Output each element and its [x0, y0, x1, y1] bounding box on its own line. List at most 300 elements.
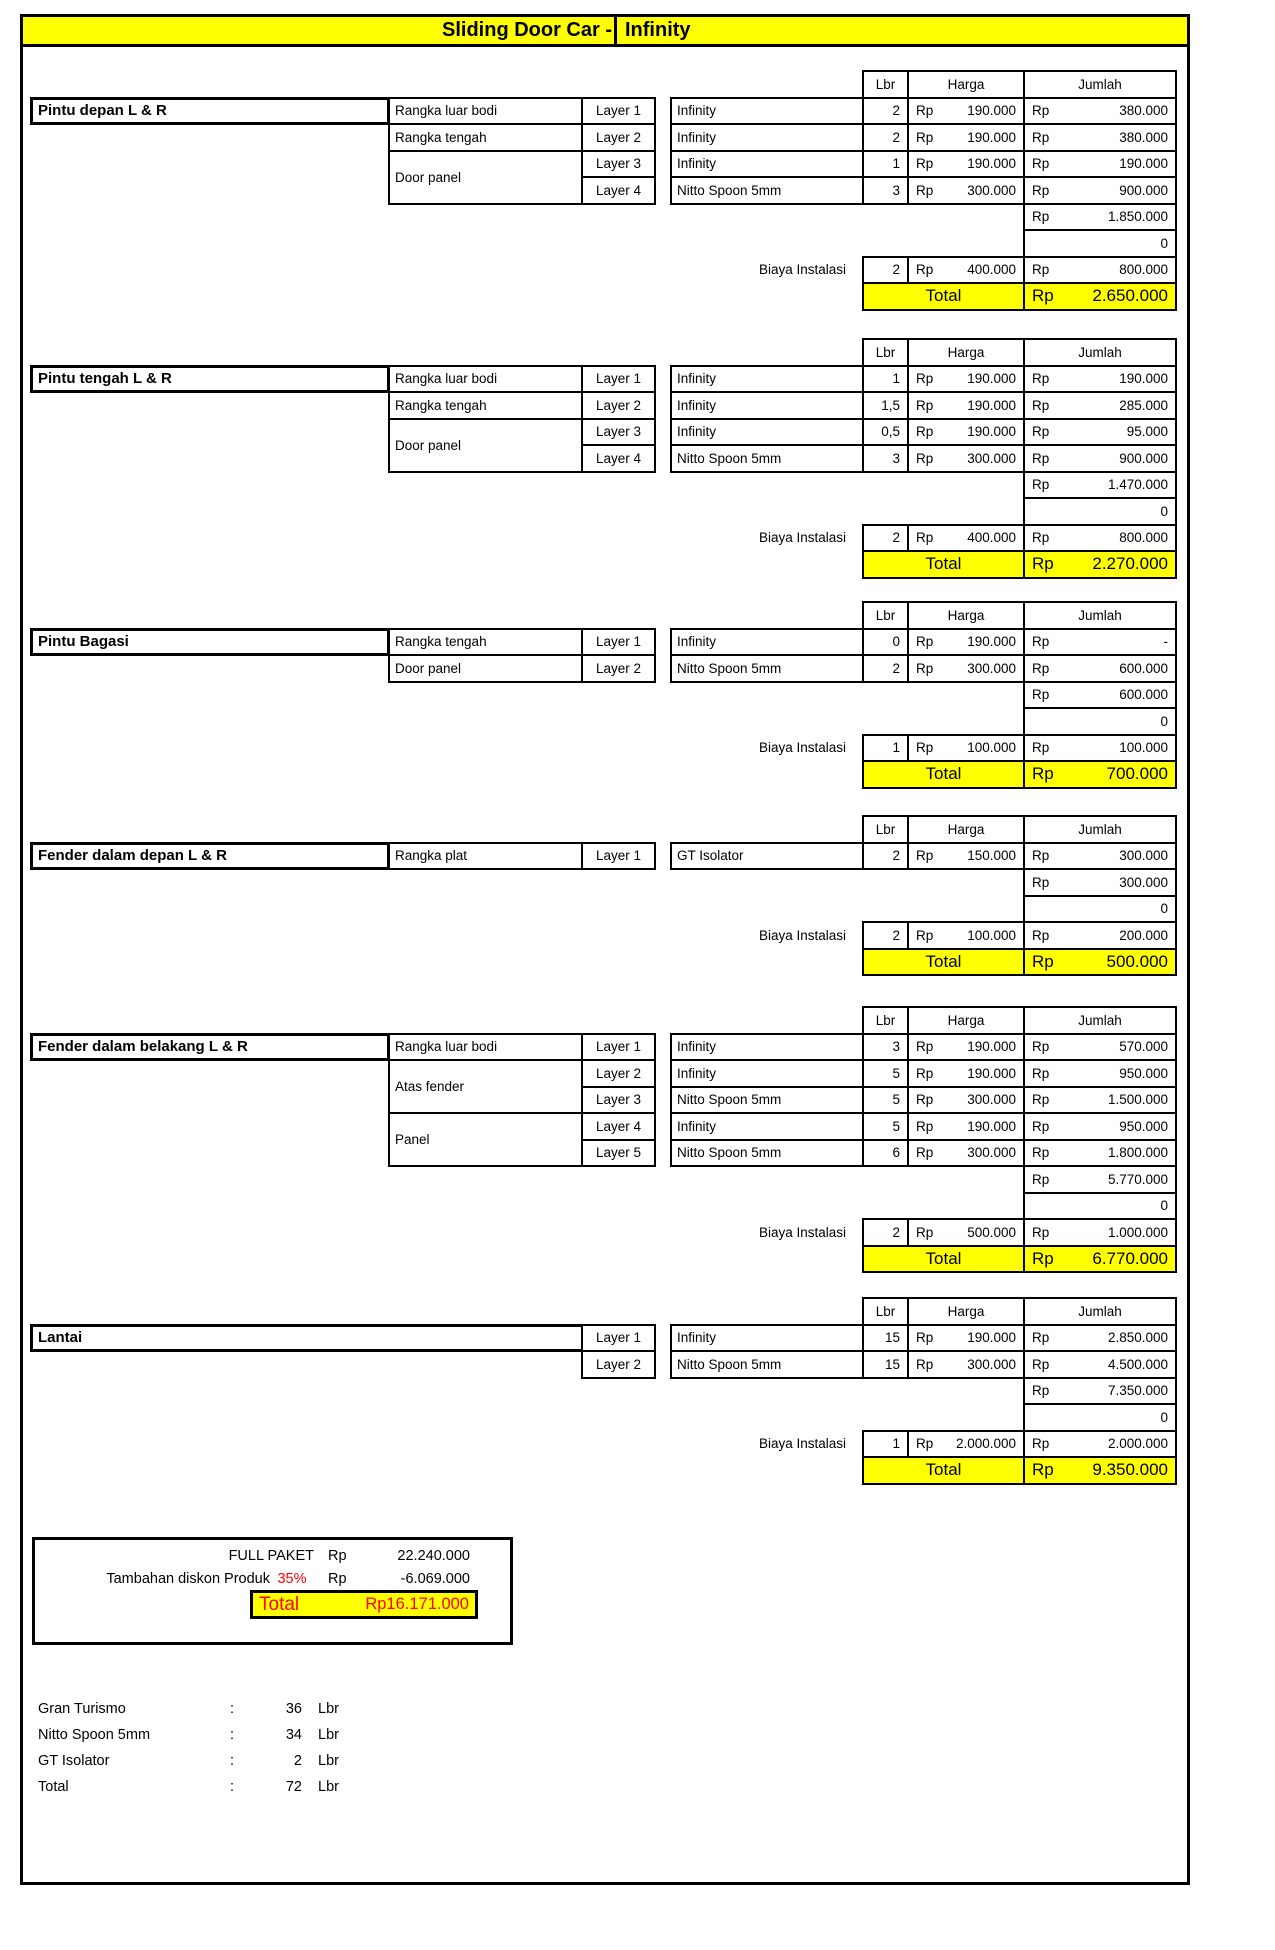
qty-cell: 6 [862, 1139, 909, 1168]
price-cell [907, 628, 1025, 657]
material-cell: Infinity [670, 150, 864, 179]
zero-cell: 0 [1023, 707, 1177, 736]
component-cell: Door panel [388, 418, 585, 473]
total-label-cell: Total [862, 760, 1025, 789]
currency-prefix: Rp [1032, 660, 1050, 676]
currency-prefix: Rp [916, 103, 934, 119]
price-value: 190.000 [967, 1118, 1016, 1134]
install-qty-cell: 2 [862, 921, 909, 950]
subtotal-cell [1023, 868, 1177, 897]
price-value: 190.000 [967, 1039, 1016, 1055]
subtotal-cell [1023, 1165, 1177, 1194]
price-value: 190.000 [967, 1330, 1016, 1346]
col-header-harga: Harga [907, 815, 1025, 844]
amount-value: 4.500.000 [1107, 1356, 1168, 1372]
amount-cell [1023, 1033, 1177, 1062]
qty-cell: 3 [862, 1033, 909, 1062]
col-header-lbr: Lbr [862, 815, 909, 844]
currency-prefix: Rp [1032, 1224, 1050, 1240]
install-price-cell [907, 524, 1025, 553]
amount-value: 800.000 [1119, 530, 1168, 546]
zero-cell: 0 [1023, 497, 1177, 526]
amount-cell [1023, 176, 1177, 205]
currency-prefix: Rp [1032, 450, 1050, 466]
amount-value: 1.000.000 [1107, 1224, 1168, 1240]
material-cell: Infinity [670, 97, 864, 126]
material-unit: Lbr [318, 1727, 339, 1743]
layer-cell: Layer 2 [581, 1350, 656, 1379]
currency-prefix: Rp [1032, 371, 1050, 387]
currency-prefix: Rp [916, 1224, 934, 1240]
amount-cell [1023, 842, 1177, 871]
price-value: 300.000 [967, 182, 1016, 198]
material-unit: Lbr [318, 1701, 339, 1717]
layer-cell: Layer 4 [581, 1112, 656, 1141]
layer-cell: Layer 4 [581, 176, 656, 205]
amount-cell [1023, 628, 1177, 657]
total-label-cell: Total [862, 1245, 1025, 1274]
currency-prefix: Rp [916, 1145, 934, 1161]
qty-cell: 15 [862, 1324, 909, 1353]
price-value: 190.000 [967, 129, 1016, 145]
currency-prefix: Rp [1032, 554, 1054, 574]
qty-cell: 1,5 [862, 391, 909, 420]
install-label: Biaya Instalasi [758, 740, 846, 756]
currency-prefix: Rp [916, 450, 934, 466]
subtotal-value: 1.850.000 [1107, 209, 1168, 225]
install-price-cell [907, 256, 1025, 285]
install-amount-cell [1023, 734, 1177, 763]
layer-cell: Layer 2 [581, 1059, 656, 1088]
qty-cell: 2 [862, 123, 909, 152]
amount-cell [1023, 1324, 1177, 1353]
material-qty: 72 [285, 1779, 302, 1795]
amount-value: - [1163, 634, 1168, 650]
material-name: Nitto Spoon 5mm [38, 1727, 151, 1743]
currency-prefix: Rp [1032, 1145, 1050, 1161]
section-name: Pintu tengah L & R [30, 365, 390, 394]
section-name: Lantai [30, 1324, 585, 1353]
total-amount-cell [1023, 760, 1177, 789]
price-value: 500.000 [967, 1224, 1016, 1240]
material-cell: Infinity [670, 418, 864, 447]
material-unit: Lbr [318, 1753, 339, 1769]
amount-value: 100.000 [1119, 740, 1168, 756]
currency-prefix: Rp [328, 1571, 347, 1587]
install-label: Biaya Instalasi [758, 262, 846, 278]
full-paket-value: 22.240.000 [397, 1548, 470, 1564]
qty-cell: 5 [862, 1086, 909, 1115]
col-header-lbr: Lbr [862, 70, 909, 99]
install-amount-cell [1023, 524, 1177, 553]
total-label-cell: Total [862, 1456, 1025, 1485]
material-summary-row [38, 1776, 358, 1798]
total-label-cell: Total [862, 282, 1025, 311]
price-cell [907, 842, 1025, 871]
layer-cell: Layer 1 [581, 628, 656, 657]
material-cell: Nitto Spoon 5mm [670, 444, 864, 473]
currency-prefix: Rp [1032, 1248, 1054, 1268]
install-qty-cell: 1 [862, 1430, 909, 1459]
material-summary-row [38, 1750, 358, 1772]
amount-value: 800.000 [1119, 262, 1168, 278]
price-value: 2.000.000 [955, 1436, 1016, 1452]
currency-prefix: Rp [916, 660, 934, 676]
diskon-percent: 35% [277, 1571, 307, 1587]
col-header-lbr: Lbr [862, 1297, 909, 1326]
currency-prefix: Rp [1032, 1065, 1050, 1081]
qty-cell: 3 [862, 444, 909, 473]
amount-cell [1023, 1112, 1177, 1141]
amount-cell [1023, 418, 1177, 447]
col-header-jumlah: Jumlah [1023, 70, 1177, 99]
component-cell: Atas fender [388, 1059, 585, 1114]
price-value: 300.000 [967, 1356, 1016, 1372]
amount-value: 2.000.000 [1107, 1436, 1168, 1452]
currency-prefix: Rp [916, 1436, 934, 1452]
col-header-jumlah: Jumlah [1023, 338, 1177, 367]
qty-cell: 2 [862, 97, 909, 126]
price-value: 190.000 [967, 1065, 1016, 1081]
component-cell: Rangka tengah [388, 391, 585, 420]
currency-prefix: Rp [916, 530, 934, 546]
price-value: 300.000 [967, 1092, 1016, 1108]
page-title: Sliding Door Car - [442, 19, 612, 41]
amount-value: 200.000 [1119, 927, 1168, 943]
qty-cell: 0,5 [862, 418, 909, 447]
currency-prefix: Rp [1032, 951, 1054, 971]
price-cell [907, 391, 1025, 420]
currency-prefix: Rp [1032, 764, 1054, 784]
price-cell [907, 444, 1025, 473]
amount-value: 95.000 [1126, 424, 1168, 440]
currency-prefix: Rp [1032, 156, 1050, 172]
amount-value: 1.500.000 [1107, 1092, 1168, 1108]
subtotal-value: 600.000 [1119, 687, 1168, 703]
price-cell [907, 654, 1025, 683]
component-cell: Door panel [388, 150, 585, 205]
install-qty-cell: 2 [862, 524, 909, 553]
layer-cell: Layer 3 [581, 150, 656, 179]
install-label: Biaya Instalasi [758, 1224, 846, 1240]
currency-prefix: Rp [916, 1039, 934, 1055]
currency-prefix: Rp [1032, 874, 1050, 890]
install-amount-cell [1023, 1430, 1177, 1459]
amount-cell [1023, 150, 1177, 179]
amount-value: 380.000 [1119, 103, 1168, 119]
currency-prefix: Rp [1032, 848, 1050, 864]
qty-cell: 2 [862, 654, 909, 683]
total-label-cell: Total [862, 550, 1025, 579]
currency-prefix: Rp [916, 262, 934, 278]
component-cell: Rangka luar bodi [388, 1033, 585, 1062]
qty-cell: 1 [862, 365, 909, 394]
amount-value: 380.000 [1119, 129, 1168, 145]
layer-cell: Layer 2 [581, 391, 656, 420]
subtotal-cell [1023, 203, 1177, 232]
currency-prefix: Rp [916, 1356, 934, 1372]
material-summary-row [38, 1698, 358, 1720]
price-cell [907, 1112, 1025, 1141]
price-value: 300.000 [967, 1145, 1016, 1161]
subtotal-cell [1023, 681, 1177, 710]
amount-value: 900.000 [1119, 182, 1168, 198]
amount-value: 190.000 [1119, 156, 1168, 172]
currency-prefix: Rp [916, 397, 934, 413]
col-header-jumlah: Jumlah [1023, 815, 1177, 844]
material-qty: 2 [293, 1753, 302, 1769]
material-cell: Infinity [670, 391, 864, 420]
price-value: 190.000 [967, 424, 1016, 440]
subtotal-value: 300.000 [1119, 874, 1168, 890]
diskon-row [35, 1568, 470, 1590]
colon: : [230, 1727, 235, 1743]
amount-value: 570.000 [1119, 1039, 1168, 1055]
material-cell: Infinity [670, 1059, 864, 1088]
qty-cell: 1 [862, 150, 909, 179]
price-cell [907, 1350, 1025, 1379]
currency-prefix: Rp [1032, 1436, 1050, 1452]
material-qty: 36 [285, 1701, 302, 1717]
install-price-cell [907, 921, 1025, 950]
qty-cell: 15 [862, 1350, 909, 1379]
component-cell: Rangka tengah [388, 628, 585, 657]
install-qty-cell: 1 [862, 734, 909, 763]
title-divider [614, 17, 617, 44]
currency-prefix: Rp [1032, 1171, 1050, 1187]
grand-total-label: Total [259, 1593, 300, 1615]
amount-value: 285.000 [1119, 397, 1168, 413]
col-header-harga: Harga [907, 338, 1025, 367]
material-cell: Nitto Spoon 5mm [670, 1139, 864, 1168]
material-cell: Infinity [670, 1033, 864, 1062]
material-summary-row [38, 1724, 358, 1746]
layer-cell: Layer 2 [581, 123, 656, 152]
currency-prefix: Rp [1032, 182, 1050, 198]
amount-value: 2.850.000 [1107, 1330, 1168, 1346]
layer-cell: Layer 3 [581, 418, 656, 447]
material-cell: Infinity [670, 1112, 864, 1141]
layer-cell: Layer 5 [581, 1139, 656, 1168]
zero-cell: 0 [1023, 895, 1177, 924]
qty-cell: 3 [862, 176, 909, 205]
component-cell: Rangka plat [388, 842, 585, 871]
total-amount-cell [1023, 282, 1177, 311]
layer-cell: Layer 1 [581, 1033, 656, 1062]
price-value: 190.000 [967, 371, 1016, 387]
price-cell [907, 1139, 1025, 1168]
currency-prefix: Rp [916, 1092, 934, 1108]
install-price-cell [907, 734, 1025, 763]
amount-cell [1023, 1139, 1177, 1168]
currency-prefix: Rp [916, 848, 934, 864]
currency-prefix: Rp [916, 424, 934, 440]
total-amount-cell [1023, 1456, 1177, 1485]
amount-value: 190.000 [1119, 371, 1168, 387]
currency-prefix: Rp [916, 1118, 934, 1134]
install-label: Biaya Instalasi [758, 1436, 846, 1452]
colon: : [230, 1701, 235, 1717]
install-label: Biaya Instalasi [758, 530, 846, 546]
amount-value: 900.000 [1119, 450, 1168, 466]
price-cell [907, 365, 1025, 394]
full-paket-label: FULL PAKET [228, 1548, 314, 1564]
price-cell [907, 418, 1025, 447]
price-value: 300.000 [967, 660, 1016, 676]
install-qty-cell: 2 [862, 256, 909, 285]
currency-prefix: Rp [1032, 634, 1050, 650]
total-value: 500.000 [1106, 951, 1168, 971]
price-value: 300.000 [967, 450, 1016, 466]
price-value: 400.000 [967, 262, 1016, 278]
diskon-label: Tambahan diskon Produk [106, 1571, 270, 1587]
currency-prefix: Rp [916, 129, 934, 145]
subtotal-value: 7.350.000 [1107, 1383, 1168, 1399]
price-value: 100.000 [967, 927, 1016, 943]
amount-cell [1023, 654, 1177, 683]
material-cell: Nitto Spoon 5mm [670, 654, 864, 683]
amount-value: 300.000 [1119, 848, 1168, 864]
currency-prefix: Rp [1032, 530, 1050, 546]
materials-list [38, 1698, 358, 1808]
material-unit: Lbr [318, 1779, 339, 1795]
price-value: 150.000 [967, 848, 1016, 864]
price-value: 190.000 [967, 156, 1016, 172]
total-value: 6.770.000 [1092, 1248, 1168, 1268]
amount-value: 950.000 [1119, 1065, 1168, 1081]
subtotal-cell [1023, 1377, 1177, 1406]
amount-cell [1023, 391, 1177, 420]
price-cell [907, 176, 1025, 205]
layer-cell: Layer 1 [581, 1324, 656, 1353]
install-price-cell [907, 1430, 1025, 1459]
currency-prefix: Rp [916, 634, 934, 650]
install-amount-cell [1023, 256, 1177, 285]
amount-value: 950.000 [1119, 1118, 1168, 1134]
currency-prefix: Rp [916, 182, 934, 198]
amount-value: 1.800.000 [1107, 1145, 1168, 1161]
col-header-lbr: Lbr [862, 1006, 909, 1035]
colon: : [230, 1779, 235, 1795]
qty-cell: 2 [862, 842, 909, 871]
currency-prefix: Rp [1032, 1118, 1050, 1134]
currency-prefix: Rp [916, 1330, 934, 1346]
currency-prefix: Rp [1032, 477, 1050, 493]
currency-prefix: Rp [1032, 1460, 1054, 1480]
currency-prefix: Rp [1032, 1039, 1050, 1055]
material-cell: GT Isolator [670, 842, 864, 871]
currency-prefix: Rp [1032, 927, 1050, 943]
currency-prefix: Rp [1032, 103, 1050, 119]
install-amount-cell [1023, 921, 1177, 950]
price-value: 190.000 [967, 103, 1016, 119]
layer-cell: Layer 1 [581, 97, 656, 126]
total-value: 700.000 [1106, 764, 1168, 784]
component-cell: Rangka luar bodi [388, 97, 585, 126]
col-header-jumlah: Jumlah [1023, 1006, 1177, 1035]
qty-cell: 5 [862, 1112, 909, 1141]
material-name: Total [38, 1779, 69, 1795]
currency-prefix: Rp [916, 156, 934, 172]
section-name: Fender dalam belakang L & R [30, 1033, 390, 1062]
component-cell: Rangka luar bodi [388, 365, 585, 394]
col-header-lbr: Lbr [862, 601, 909, 630]
total-amount-cell [1023, 948, 1177, 977]
material-name: Gran Turismo [38, 1701, 126, 1717]
price-value: 190.000 [967, 397, 1016, 413]
price-cell [907, 1059, 1025, 1088]
subtotal-value: 5.770.000 [1107, 1171, 1168, 1187]
col-header-harga: Harga [907, 601, 1025, 630]
currency-prefix: Rp [1032, 286, 1054, 306]
install-amount-cell [1023, 1218, 1177, 1247]
zero-cell: 0 [1023, 1192, 1177, 1221]
price-cell [907, 97, 1025, 126]
total-amount-cell [1023, 550, 1177, 579]
grand-total-value: Rp16.171.000 [365, 1595, 469, 1613]
amount-cell [1023, 123, 1177, 152]
zero-cell: 0 [1023, 1403, 1177, 1432]
section-name: Pintu depan L & R [30, 97, 390, 126]
price-cell [907, 1324, 1025, 1353]
price-value: 400.000 [967, 530, 1016, 546]
install-qty-cell: 2 [862, 1218, 909, 1247]
col-header-jumlah: Jumlah [1023, 601, 1177, 630]
layer-cell: Layer 3 [581, 1086, 656, 1115]
layer-cell: Layer 2 [581, 654, 656, 683]
currency-prefix: Rp [328, 1548, 347, 1564]
col-header-harga: Harga [907, 1006, 1025, 1035]
amount-cell [1023, 97, 1177, 126]
total-value: 9.350.000 [1092, 1460, 1168, 1480]
full-paket-row [35, 1545, 470, 1567]
col-header-harga: Harga [907, 1297, 1025, 1326]
install-price-cell [907, 1218, 1025, 1247]
currency-prefix: Rp [1032, 687, 1050, 703]
qty-cell: 0 [862, 628, 909, 657]
currency-prefix: Rp [1032, 424, 1050, 440]
component-cell: Panel [388, 1112, 585, 1167]
layer-cell: Layer 4 [581, 444, 656, 473]
currency-prefix: Rp [1032, 740, 1050, 756]
amount-cell [1023, 1059, 1177, 1088]
col-header-lbr: Lbr [862, 338, 909, 367]
zero-cell: 0 [1023, 229, 1177, 258]
page-title-variant: Infinity [625, 19, 691, 41]
currency-prefix: Rp [1032, 262, 1050, 278]
colon: : [230, 1753, 235, 1769]
currency-prefix: Rp [916, 371, 934, 387]
grand-total-box [250, 1590, 478, 1619]
material-cell: Infinity [670, 365, 864, 394]
amount-value: 600.000 [1119, 660, 1168, 676]
material-cell: Nitto Spoon 5mm [670, 176, 864, 205]
price-cell [907, 1086, 1025, 1115]
total-value: 2.650.000 [1092, 286, 1168, 306]
material-cell: Nitto Spoon 5mm [670, 1350, 864, 1379]
diskon-value: -6.069.000 [400, 1571, 470, 1587]
material-name: GT Isolator [38, 1753, 110, 1769]
currency-prefix: Rp [1032, 397, 1050, 413]
price-cell [907, 123, 1025, 152]
section-name: Fender dalam depan L & R [30, 842, 390, 871]
amount-cell [1023, 1086, 1177, 1115]
section-name: Pintu Bagasi [30, 628, 390, 657]
qty-cell: 5 [862, 1059, 909, 1088]
price-cell [907, 1033, 1025, 1062]
total-label-cell: Total [862, 948, 1025, 977]
total-value: 2.270.000 [1092, 554, 1168, 574]
